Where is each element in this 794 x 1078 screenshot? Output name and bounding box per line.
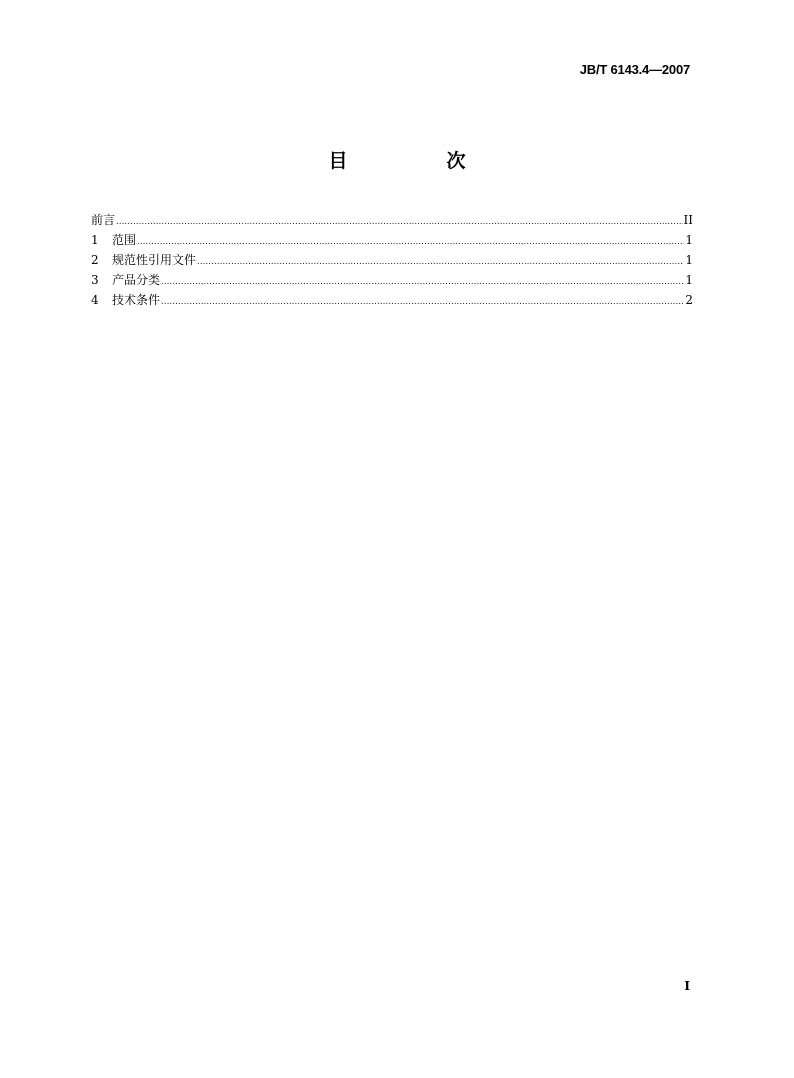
toc-entry-number: 1 (91, 233, 99, 247)
toc-entry-page: 1 (685, 253, 693, 267)
dot-leader (161, 272, 684, 292)
toc-entry-label: 规范性引用文件 (112, 253, 197, 267)
table-of-contents (91, 210, 693, 310)
dot-leader (116, 212, 683, 232)
toc-entry-technical-conditions[interactable] (91, 290, 693, 310)
toc-entry-normative-references[interactable] (91, 250, 693, 270)
toc-entry-number: 2 (91, 253, 99, 267)
toc-entry-page: 1 (685, 273, 693, 287)
page-title: 目 次 (328, 150, 506, 172)
dot-leader (161, 292, 684, 312)
document-code: JB/T 6143.4—2007 (579, 62, 690, 77)
toc-entry-product-classification[interactable] (91, 270, 693, 290)
toc-entry-label: 前言 (91, 213, 116, 227)
toc-entry-page: II (683, 213, 693, 227)
toc-entry-foreword[interactable] (91, 210, 693, 230)
toc-entry-scope[interactable] (91, 230, 693, 250)
toc-entry-page: 1 (685, 233, 693, 247)
dot-leader (197, 252, 684, 272)
dot-leader (137, 232, 684, 252)
toc-entry-label: 范围 (112, 233, 137, 247)
toc-entry-page: 2 (685, 293, 693, 307)
toc-entry-number: 3 (91, 273, 99, 287)
page-number: I (684, 979, 690, 993)
toc-entry-label: 技术条件 (112, 293, 161, 307)
toc-entry-number: 4 (91, 293, 99, 307)
toc-entry-label: 产品分类 (112, 273, 161, 287)
